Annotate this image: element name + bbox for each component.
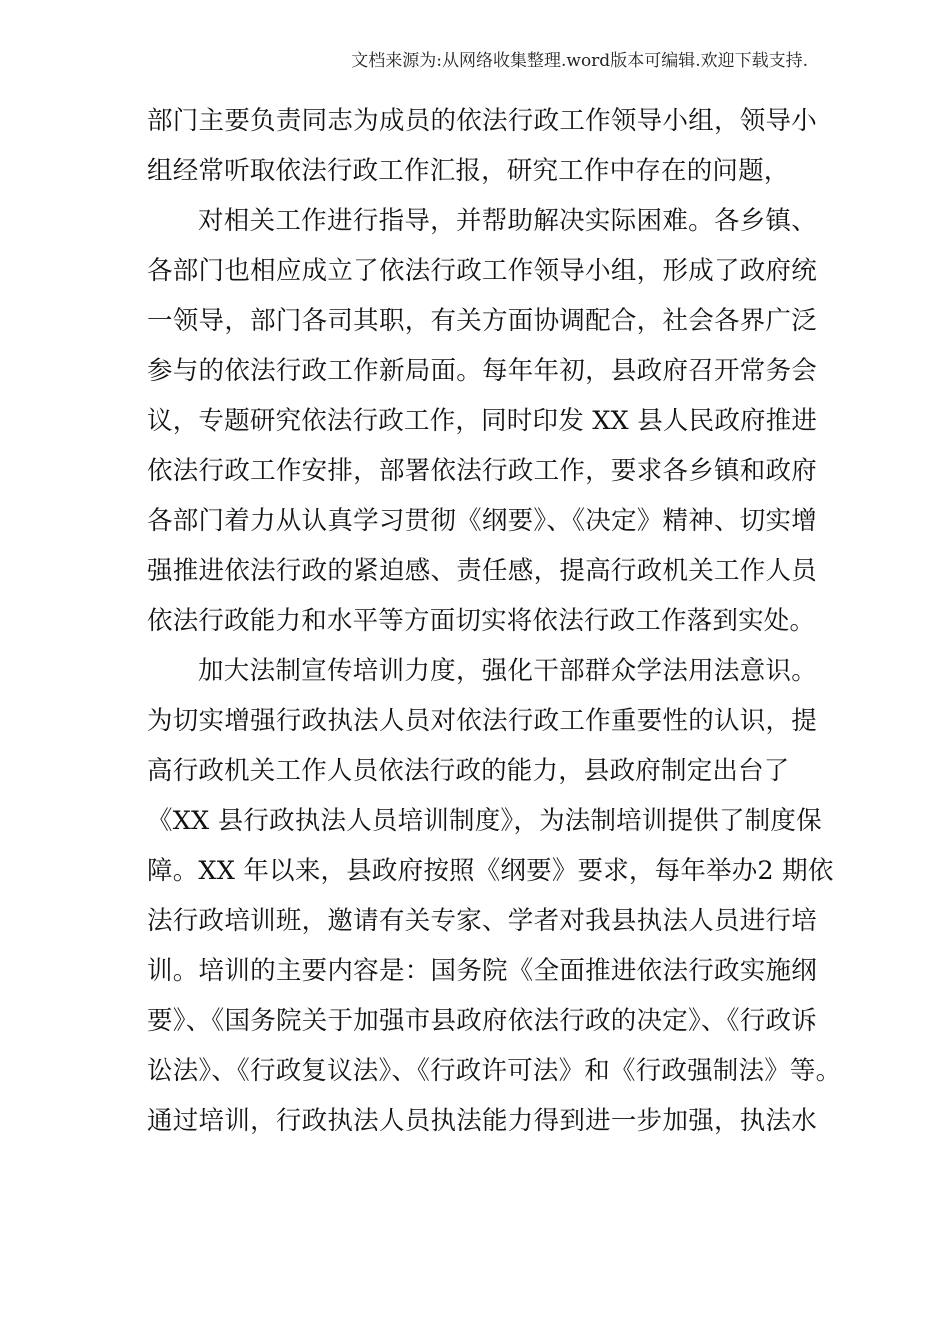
text-line: 为切实增强行政执法人员对依法行政工作重要性的认识，提: [147, 706, 817, 736]
text-line: 通过培训，行政执法人员执法能力得到进一步加强，执法水: [147, 1106, 817, 1136]
text-line: 一领导，部门各司其职，有关方面协调配合，社会各界广泛: [147, 306, 817, 336]
text-line: 各部门也相应成立了依法行政工作领导小组，形成了政府统: [147, 256, 817, 286]
text-line: 依法行政能力和水平等方面切实将依法行政工作落到实处。: [147, 606, 816, 636]
text-line: 对相关工作进行指导，并帮助解决实际困难。各乡镇、: [198, 206, 817, 236]
text-line: 讼法》、《行政复议法》、《行政许可法》和《行政强制法》等。: [147, 1056, 842, 1086]
text-line: 训。培训的主要内容是：国务院《全面推进依法行政实施纲: [147, 956, 817, 986]
text-line: 组经常听取依法行政工作汇报，研究工作中存在的问题，: [147, 156, 790, 186]
paragraph: [147, 646, 842, 1146]
text-line: 依法行政工作安排，部署依法行政工作，要求各乡镇和政府: [147, 456, 817, 486]
text-line: 加大法制宣传培训力度，强化干部群众学法用法意识。: [198, 656, 817, 686]
text-line: 《XX 县行政执法人员培训制度》，为法制培训提供了制度保: [147, 806, 822, 836]
text-line: 各部门着力从认真学习贯彻《纲要》、《决定》精神、切实增: [147, 506, 817, 536]
source-header: 文档来源为:从网络收集整理.word版本可编辑.欢迎下载支持.: [351, 51, 808, 71]
text-line: 高行政机关工作人员依法行政的能力，县政府制定出台了: [147, 756, 790, 786]
text-line: 法行政培训班，邀请有关专家、学者对我县执法人员进行培: [147, 906, 817, 936]
paragraph: [147, 196, 817, 646]
text-line: 部门主要负责同志为成员的依法行政工作领导小组，领导小: [147, 106, 817, 136]
text-line: 障。XX 年以来，县政府按照《纲要》要求，每年举办2 期依: [147, 856, 834, 886]
document-body: [147, 96, 842, 1146]
text-line: 要》、《国务院关于加强市县政府依法行政的决定》、《行政诉: [147, 1006, 817, 1036]
text-line: 强推进依法行政的紧迫感、责任感，提高行政机关工作人员: [147, 556, 817, 586]
text-line: 议，专题研究依法行政工作，同时印发 XX 县人民政府推进: [147, 406, 818, 436]
text-line: 参与的依法行政工作新局面。每年年初，县政府召开常务会: [147, 356, 817, 386]
paragraph: [147, 96, 817, 196]
